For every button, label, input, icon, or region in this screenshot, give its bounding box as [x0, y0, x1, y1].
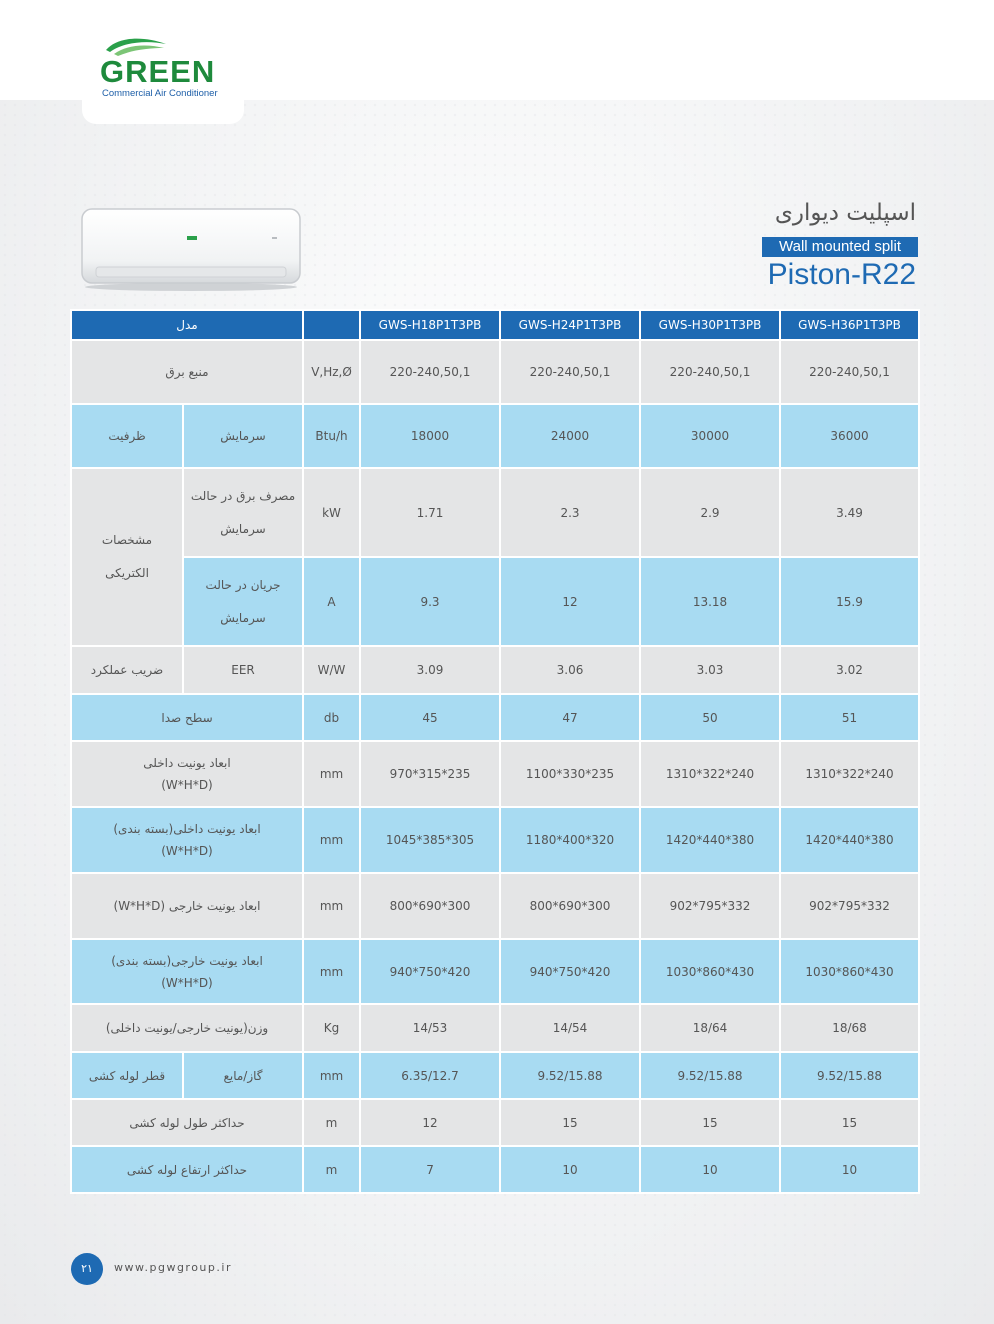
header-model-label: مدل: [71, 310, 303, 340]
cell-value: 18/64: [640, 1004, 780, 1052]
row-unit: Btu/h: [303, 404, 360, 468]
table-row: [71, 939, 919, 1004]
row-label: سرمایش: [183, 404, 303, 468]
row-unit: mm: [303, 939, 360, 1004]
cell-value: 50: [640, 694, 780, 741]
label-line-1: ابعاد یونیت داخلی(بسته بندی): [113, 822, 261, 836]
table-row: [71, 1004, 919, 1052]
cell-value: 1180*400*320: [500, 807, 640, 873]
cell-value: 220-240,50,1: [780, 340, 919, 404]
cell-value: 9.52/15.88: [640, 1052, 780, 1099]
row-group-label: [71, 468, 183, 646]
cell-value: 970*315*235: [360, 741, 500, 807]
cell-value: 18000: [360, 404, 500, 468]
row-group-label: ظرفیت: [71, 404, 183, 468]
label-line-1: ابعاد یونیت داخلی: [143, 756, 231, 770]
cell-value: 3.02: [780, 646, 919, 694]
cell-value: 1030*860*430: [640, 939, 780, 1004]
row-label: [71, 807, 303, 873]
row-label: [71, 939, 303, 1004]
cell-value: 15: [780, 1099, 919, 1146]
row-label: منبع برق: [71, 340, 303, 404]
cell-value: 1045*385*305: [360, 807, 500, 873]
row-unit: mm: [303, 873, 360, 939]
row-label: گاز/مایع: [183, 1052, 303, 1099]
cell-value: 10: [640, 1146, 780, 1193]
table-row: [71, 1146, 919, 1193]
row-unit: mm: [303, 1052, 360, 1099]
cell-value: 1420*440*380: [780, 807, 919, 873]
cell-value: 220-240,50,1: [640, 340, 780, 404]
cell-value: 1420*440*380: [640, 807, 780, 873]
cell-value: 9.52/15.88: [500, 1052, 640, 1099]
page-number-badge: ۲۱: [71, 1253, 103, 1285]
row-unit: mm: [303, 807, 360, 873]
cell-value: 10: [780, 1146, 919, 1193]
table-row: [71, 807, 919, 873]
brand-name: GREEN: [100, 54, 216, 89]
leaf-icon: [104, 36, 168, 56]
table-row: [71, 340, 919, 404]
table-row: [71, 646, 919, 694]
group-line-1: مشخصات: [101, 533, 153, 547]
air-conditioner-image: [80, 207, 302, 291]
model-line: Piston-R22: [767, 258, 916, 291]
table-header-row: [71, 310, 919, 340]
group-line-2: الکتریکی: [105, 566, 149, 580]
label-line-2: (W*H*D): [161, 844, 213, 858]
row-unit: mm: [303, 741, 360, 807]
header-model-2: GWS-H24P1T3PB: [500, 310, 640, 340]
row-label: EER: [183, 646, 303, 694]
row-label: [183, 557, 303, 646]
row-unit: db: [303, 694, 360, 741]
row-label: [183, 468, 303, 557]
label-line-2: (W*H*D): [161, 975, 213, 990]
cell-value: 2.9: [640, 468, 780, 557]
title-english: Wall mounted split: [762, 237, 918, 257]
spec-table: [70, 309, 920, 1194]
row-unit: V,Hz,Ø: [303, 340, 360, 404]
label-line-1: مصرف برق در حالت: [190, 488, 296, 503]
row-label: وزن(یونیت خارجی/یونیت داخلی): [71, 1004, 303, 1052]
cell-value: 36000: [780, 404, 919, 468]
table-row: [71, 468, 919, 557]
row-unit: A: [303, 557, 360, 646]
cell-value: 2.3: [500, 468, 640, 557]
table-row: [71, 873, 919, 939]
cell-value: 10: [500, 1146, 640, 1193]
row-label: [71, 741, 303, 807]
row-group-label: قطر لوله کشی: [71, 1052, 183, 1099]
cell-value: 45: [360, 694, 500, 741]
cell-value: 940*750*420: [360, 939, 500, 1004]
label-line-2: (W*H*D): [161, 778, 213, 792]
cell-value: 24000: [500, 404, 640, 468]
cell-value: 13.18: [640, 557, 780, 646]
table-row: [71, 694, 919, 741]
row-label: حداکثر طول لوله کشی: [71, 1099, 303, 1146]
cell-value: 12: [360, 1099, 500, 1146]
cell-value: 3.49: [780, 468, 919, 557]
title-persian: اسپلیت دیواری: [774, 200, 916, 226]
cell-value: 7: [360, 1146, 500, 1193]
cell-value: 51: [780, 694, 919, 741]
cell-value: 14/53: [360, 1004, 500, 1052]
header-model-1: GWS-H18P1T3PB: [360, 310, 500, 340]
cell-value: 220-240,50,1: [360, 340, 500, 404]
row-unit: kW: [303, 468, 360, 557]
row-label: حداکثر ارتفاع لوله کشی: [71, 1146, 303, 1193]
table-row: [71, 557, 919, 646]
cell-value: 18/68: [780, 1004, 919, 1052]
cell-value: 9.3: [360, 557, 500, 646]
cell-value: 1100*330*235: [500, 741, 640, 807]
cell-value: 3.03: [640, 646, 780, 694]
cell-value: 800*690*300: [360, 873, 500, 939]
cell-value: 220-240,50,1: [500, 340, 640, 404]
brand-logo: [100, 36, 230, 100]
row-unit: m: [303, 1146, 360, 1193]
cell-value: 15.9: [780, 557, 919, 646]
cell-value: 6.35/12.7: [360, 1052, 500, 1099]
row-label: ابعاد یونیت خارجی (W*H*D): [71, 873, 303, 939]
label-line-2: سرمایش: [220, 610, 266, 625]
label-line-2: سرمایش: [220, 521, 266, 536]
table-row: [71, 404, 919, 468]
row-unit: Kg: [303, 1004, 360, 1052]
cell-value: 902*795*332: [640, 873, 780, 939]
cell-value: 9.52/15.88: [780, 1052, 919, 1099]
label-line-1: ابعاد یونیت خارجی(بسته بندی): [111, 953, 263, 968]
cell-value: 12: [500, 557, 640, 646]
cell-value: 3.09: [360, 646, 500, 694]
cell-value: 30000: [640, 404, 780, 468]
cell-value: 3.06: [500, 646, 640, 694]
cell-value: 15: [500, 1099, 640, 1146]
footer-website-link[interactable]: www.pgwgroup.ir: [114, 1261, 232, 1274]
brand-tagline: Commercial Air Conditioner: [102, 88, 218, 99]
cell-value: 1030*860*430: [780, 939, 919, 1004]
row-unit: m: [303, 1099, 360, 1146]
header-model-3: GWS-H30P1T3PB: [640, 310, 780, 340]
table-row: [71, 741, 919, 807]
row-group-label: ضریب عملکرد: [71, 646, 183, 694]
table-row: [71, 1052, 919, 1099]
cell-value: 1.71: [360, 468, 500, 557]
cell-value: 1310*322*240: [640, 741, 780, 807]
header-unit-cell: [303, 310, 360, 340]
cell-value: 14/54: [500, 1004, 640, 1052]
row-label: سطح صدا: [71, 694, 303, 741]
cell-value: 902*795*332: [780, 873, 919, 939]
cell-value: 940*750*420: [500, 939, 640, 1004]
cell-value: 15: [640, 1099, 780, 1146]
header-model-4: GWS-H36P1T3PB: [780, 310, 919, 340]
cell-value: 47: [500, 694, 640, 741]
cell-value: 800*690*300: [500, 873, 640, 939]
label-line-1: جریان در حالت: [205, 577, 281, 592]
table-row: [71, 1099, 919, 1146]
cell-value: 1310*322*240: [780, 741, 919, 807]
row-unit: W/W: [303, 646, 360, 694]
